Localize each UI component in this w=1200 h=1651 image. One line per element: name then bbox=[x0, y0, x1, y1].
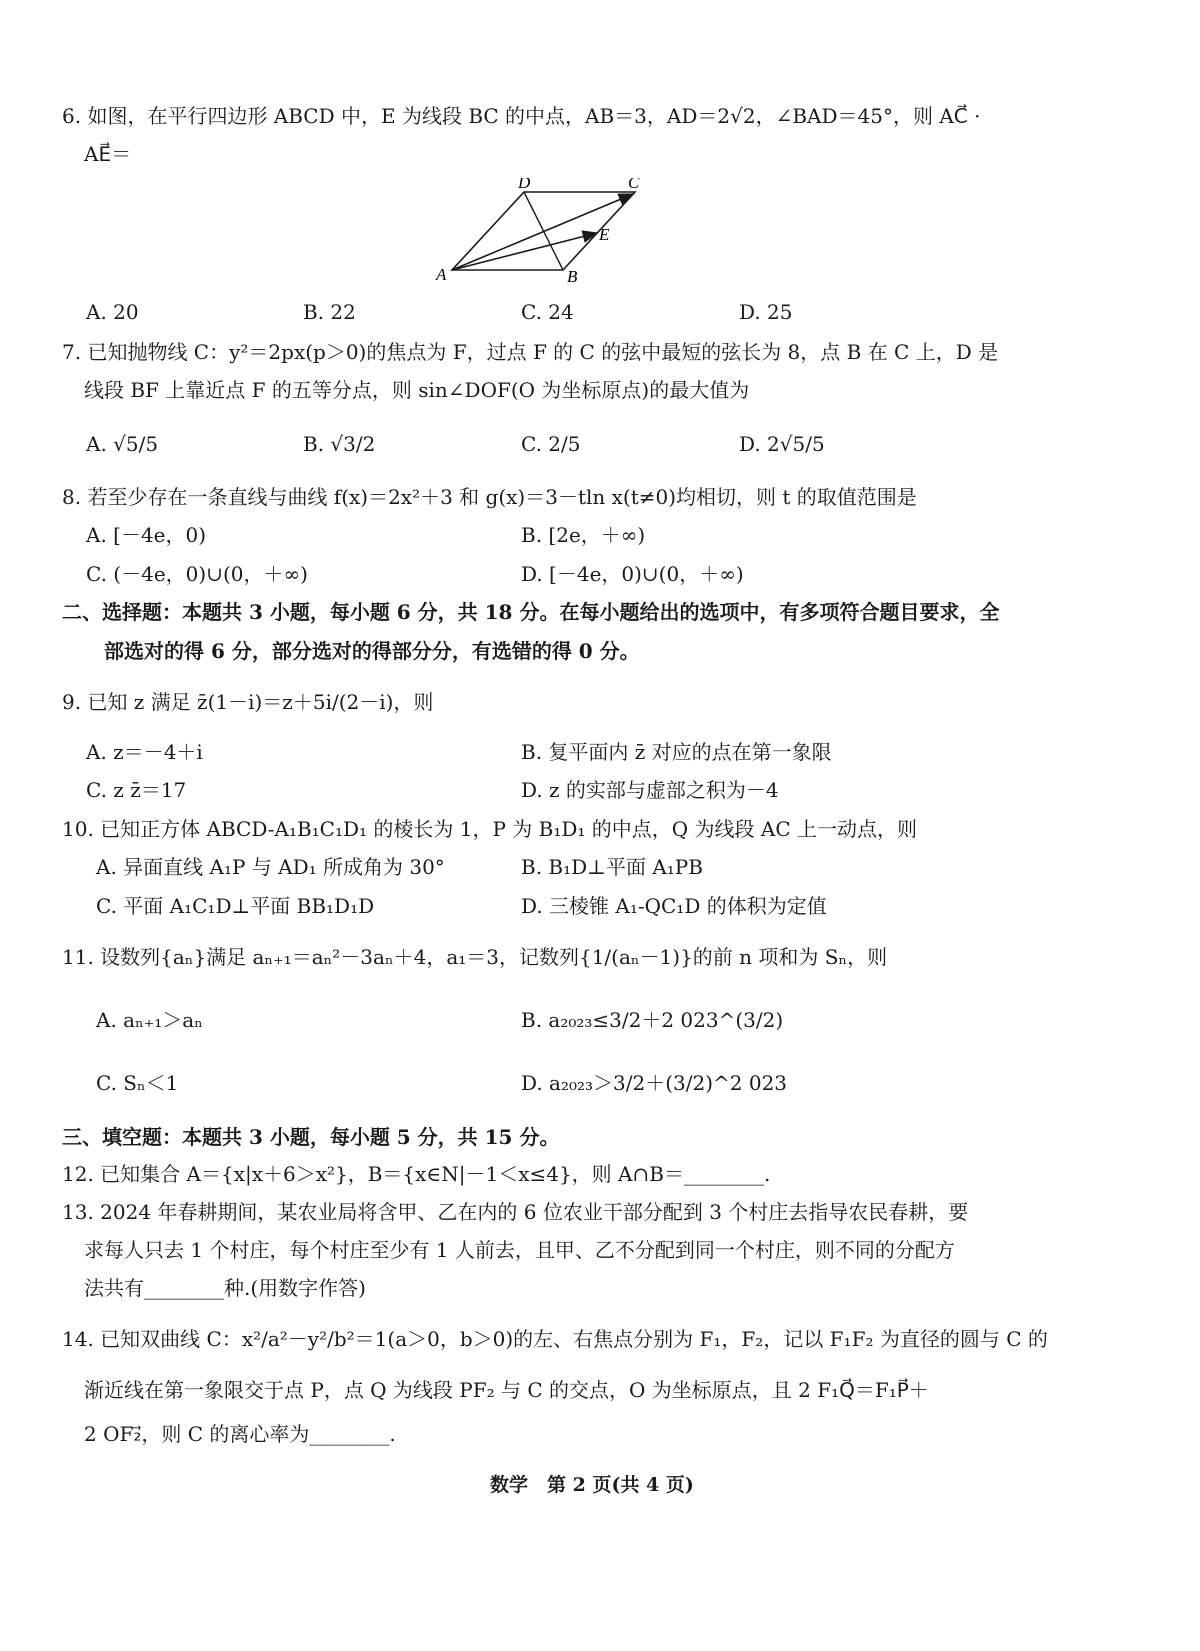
q9-option-c: C. z z̄＝17 bbox=[86, 778, 187, 802]
q13-line2: 求每人只去 1 个村庄，每个村庄至少有 1 人前去，且甲、乙不分配到同一个村庄，则不同的分配方 bbox=[84, 1238, 955, 1262]
q11-option-b: B. a₂₀₂₃≤3/2＋2 023^(3/2) bbox=[521, 1008, 784, 1032]
q9-option-b: B. 复平面内 z̄ 对应的点在第一象限 bbox=[521, 740, 832, 764]
label-c: C bbox=[628, 178, 640, 192]
q8-option-c: C. (－4e，0)∪(0，＋∞) bbox=[86, 562, 308, 586]
page-footer: 数学 第 2 页(共 4 页) bbox=[490, 1474, 694, 1496]
q7-option-b: B. √3/2 bbox=[303, 432, 376, 456]
parallelogram-figure bbox=[430, 178, 660, 288]
section-3-heading: 三、填空题：本题共 3 小题，每小题 5 分，共 15 分。 bbox=[62, 1125, 560, 1149]
q7-option-a: A. √5/5 bbox=[86, 432, 159, 456]
label-d: D bbox=[518, 178, 531, 192]
q13-line1: 13. 2024 年春耕期间，某农业局将含甲、乙在内的 6 位农业干部分配到 3 个村庄去指导农民春耕，要 bbox=[62, 1200, 969, 1224]
q11-option-d: D. a₂₀₂₃＞3/2＋(3/2)^2 023 bbox=[521, 1071, 788, 1095]
q6-line2: AE⃗＝ bbox=[84, 142, 132, 166]
q7-line2: 线段 BF 上靠近点 F 的五等分点，则 sin∠DOF(O 为坐标原点)的最大值为 bbox=[84, 378, 750, 402]
q6-option-d: D. 25 bbox=[739, 300, 793, 324]
q8-option-a: A. [－4e，0) bbox=[86, 523, 207, 547]
q8-option-d: D. [－4e，0)∪(0，＋∞) bbox=[521, 562, 744, 586]
q7-option-c: C. 2/5 bbox=[521, 432, 581, 456]
q7-option-d: D. 2√5/5 bbox=[739, 432, 825, 456]
q10-option-b: B. B₁D⊥平面 A₁PB bbox=[521, 855, 703, 879]
q12-line1: 12. 已知集合 A＝{x|x＋6＞x²}，B＝{x∈N|－1＜x≤4}，则 A∩B＝________. bbox=[62, 1162, 771, 1186]
q8-line1: 8. 若至少存在一条直线与曲线 f(x)＝2x²＋3 和 g(x)＝3－tln x(t≠0)均相切，则 t 的取值范围是 bbox=[62, 485, 917, 509]
q14-line3: 2 OF₂⃗，则 C 的离心率为________. bbox=[84, 1422, 396, 1446]
q14-line2: 渐近线在第一象限交于点 P，点 Q 为线段 PF₂ 与 C 的交点，O 为坐标原点，且 2 F₁Q⃗＝F₁P⃗＋ bbox=[84, 1378, 929, 1402]
q14-line1: 14. 已知双曲线 C：x²/a²－y²/b²＝1(a＞0，b＞0)的左、右焦点分别为 F₁，F₂，记以 F₁F₂ 为直径的圆与 C 的 bbox=[62, 1327, 1048, 1351]
q10-option-d: D. 三棱锥 A₁-QC₁D 的体积为定值 bbox=[521, 894, 827, 918]
q9-option-a: A. z＝－4＋i bbox=[86, 740, 203, 764]
q11-option-a: A. aₙ₊₁＞aₙ bbox=[96, 1008, 203, 1032]
q6-option-b: B. 22 bbox=[303, 300, 356, 324]
vector-ae bbox=[452, 233, 597, 270]
q9-option-d: D. z 的实部与虚部之积为－4 bbox=[521, 778, 779, 802]
label-a: A bbox=[436, 265, 447, 284]
q7-line1: 7. 已知抛物线 C：y²＝2px(p＞0)的焦点为 F，过点 F 的 C 的弦中最短的弦长为 8，点 B 在 C 上，D 是 bbox=[62, 340, 999, 364]
label-b: B bbox=[567, 267, 578, 286]
section-2-heading-cont: 部选对的得 6 分，部分选对的得部分分，有选错的得 0 分。 bbox=[104, 639, 640, 663]
q9-line1: 9. 已知 z 满足 z̄(1－i)＝z＋5i/(2－i)，则 bbox=[62, 690, 434, 714]
q10-option-a: A. 异面直线 A₁P 与 AD₁ 所成角为 30° bbox=[96, 855, 445, 879]
q6-line1: 6. 如图，在平行四边形 ABCD 中，E 为线段 BC 的中点，AB＝3，AD＝2√2，∠BAD＝45°，则 AC⃗ · bbox=[62, 104, 981, 128]
q10-line1: 10. 已知正方体 ABCD-A₁B₁C₁D₁ 的棱长为 1，P 为 B₁D₁ 的中点，Q 为线段 AC 上一动点，则 bbox=[62, 817, 917, 841]
q11-line1: 11. 设数列{aₙ}满足 aₙ₊₁＝aₙ²－3aₙ＋4，a₁＝3，记数列{1/(aₙ－1)}的前 n 项和为 Sₙ，则 bbox=[62, 945, 888, 969]
section-2-heading: 二、选择题：本题共 3 小题，每小题 6 分，共 18 分。在每小题给出的选项中，有多项符合题目要求，全 bbox=[62, 600, 1000, 624]
segment-db bbox=[524, 192, 563, 270]
label-e: E bbox=[599, 225, 610, 244]
q13-line3: 法共有________种.(用数字作答) bbox=[84, 1276, 366, 1300]
q11-option-c: C. Sₙ＜1 bbox=[96, 1071, 179, 1095]
q6-option-c: C. 24 bbox=[521, 300, 574, 324]
q8-option-b: B. [2e，＋∞) bbox=[521, 523, 646, 547]
q6-option-a: A. 20 bbox=[86, 300, 139, 324]
q10-option-c: C. 平面 A₁C₁D⊥平面 BB₁D₁D bbox=[96, 894, 375, 918]
